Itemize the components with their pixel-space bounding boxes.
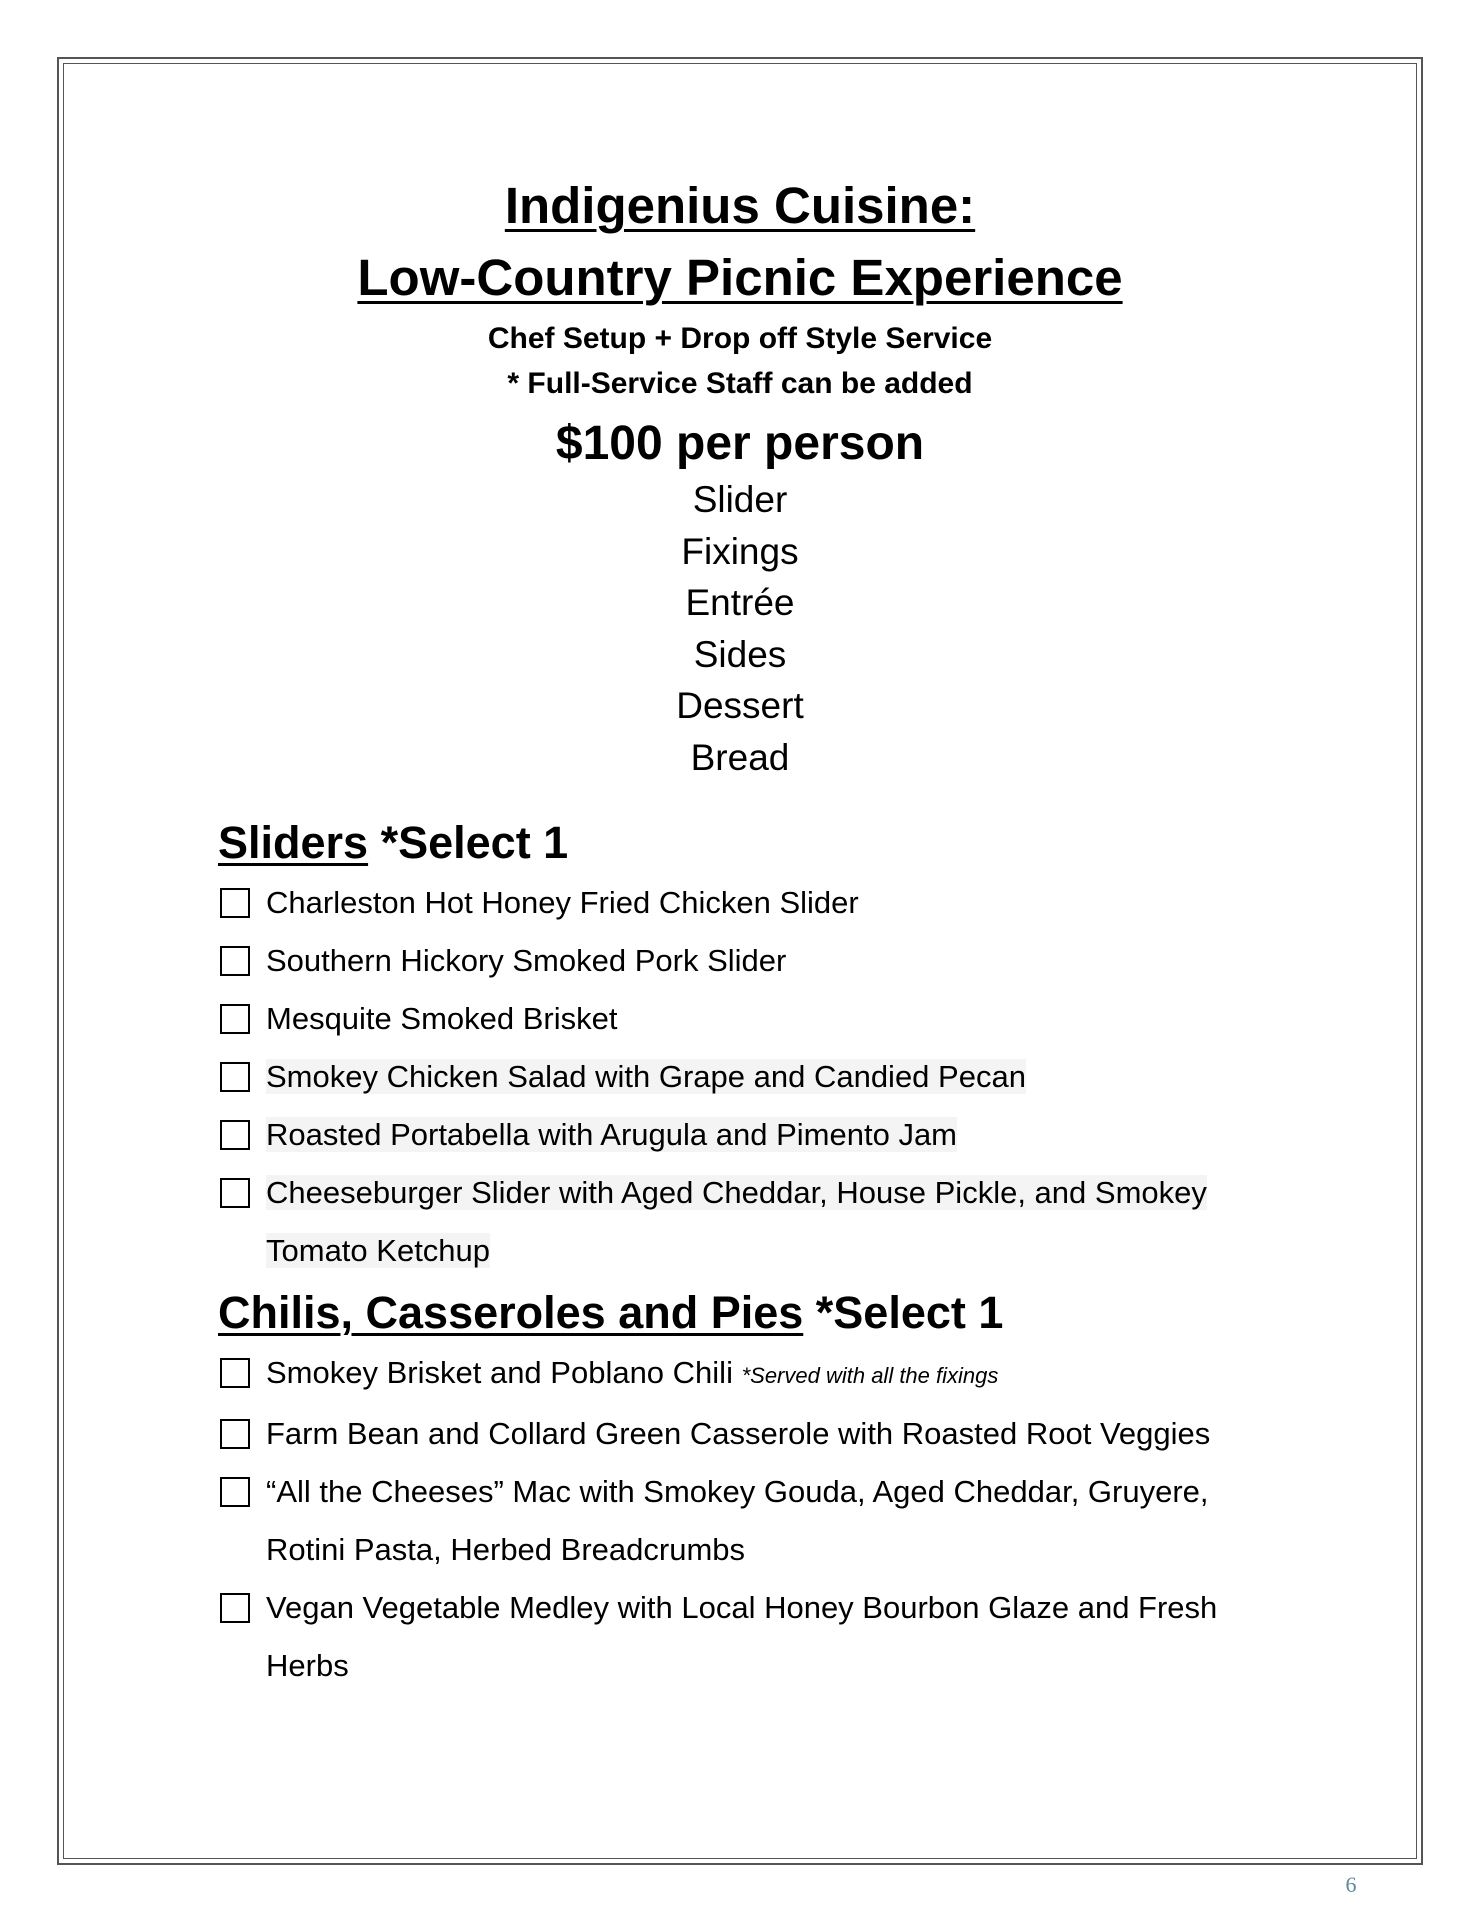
section-title: Chilis, Casseroles and Pies	[218, 1287, 804, 1338]
course-bread: Bread	[690, 736, 790, 778]
course-fixings: Fixings	[681, 530, 799, 572]
option-label: Mesquite Smoked Brisket	[266, 1001, 618, 1036]
menu-option[interactable]	[218, 1463, 1358, 1521]
option-label: Roasted Portabella with Arugula and Pimento Jam	[266, 1117, 958, 1152]
menu-option[interactable]	[218, 990, 1358, 1048]
section-heading-sliders	[218, 812, 1358, 874]
select-note: *Select 1	[803, 1287, 1004, 1338]
checkbox[interactable]	[220, 1004, 250, 1034]
course-sides: Sides	[693, 633, 787, 675]
checkbox[interactable]	[220, 1120, 250, 1150]
option-label-continued: Tomato Ketchup	[266, 1233, 491, 1268]
menu-option[interactable]	[218, 1405, 1358, 1463]
option-label: Farm Bean and Collard Green Casserole with Roasted Root Veggies	[266, 1416, 1211, 1451]
checkbox[interactable]	[220, 1178, 250, 1208]
checkbox[interactable]	[220, 888, 250, 918]
course-entree: Entrée	[685, 582, 795, 623]
menu-option[interactable]	[218, 874, 1358, 932]
section-heading-chilis	[218, 1282, 1358, 1344]
menu-option[interactable]	[218, 1579, 1358, 1637]
course-slider: Slider	[692, 479, 788, 520]
option-label-continued: Herbs	[266, 1648, 349, 1683]
checkbox[interactable]	[220, 1419, 250, 1449]
option-label: “All the Cheeses” Mac with Smokey Gouda, Aged Cheddar, Gruyere,	[266, 1474, 1209, 1509]
title-line-1: Indigenius Cuisine:	[504, 177, 976, 234]
menu-sections	[218, 812, 1358, 1695]
option-note: *Served with all the fixings	[741, 1363, 999, 1388]
price: $100 per person	[555, 417, 925, 470]
section-title: Sliders	[218, 817, 369, 868]
checkbox[interactable]	[220, 1062, 250, 1092]
option-label: Smokey Chicken Salad with Grape and Candied Pecan	[266, 1059, 1026, 1094]
option-label: Smokey Brisket and Poblano Chili	[266, 1355, 742, 1390]
menu-header	[63, 170, 1417, 783]
select-note: *Select 1	[368, 817, 569, 868]
service-style: Chef Setup + Drop off Style Service	[487, 322, 993, 355]
page-number: 6	[1345, 1872, 1357, 1897]
title-line-2: Low-Country Picnic Experience	[357, 249, 1123, 306]
option-label-continued: Rotini Pasta, Herbed Breadcrumbs	[266, 1532, 746, 1567]
menu-option[interactable]	[218, 1344, 1358, 1405]
option-label: Cheeseburger Slider with Aged Cheddar, House Pickle, and Smokey	[266, 1175, 1207, 1210]
menu-option[interactable]	[218, 932, 1358, 990]
checkbox[interactable]	[220, 1477, 250, 1507]
checkbox[interactable]	[220, 1358, 250, 1388]
menu-option[interactable]	[218, 1048, 1358, 1106]
option-label: Charleston Hot Honey Fried Chicken Slider	[266, 885, 859, 920]
menu-option[interactable]	[218, 1164, 1358, 1222]
service-note: * Full-Service Staff can be added	[507, 367, 973, 400]
checkbox[interactable]	[220, 946, 250, 976]
option-label: Southern Hickory Smoked Pork Slider	[266, 943, 787, 978]
course-dessert: Dessert	[676, 685, 804, 726]
option-label: Vegan Vegetable Medley with Local Honey Bourbon Glaze and Fresh	[266, 1590, 1218, 1625]
menu-option[interactable]	[218, 1106, 1358, 1164]
checkbox[interactable]	[220, 1593, 250, 1623]
